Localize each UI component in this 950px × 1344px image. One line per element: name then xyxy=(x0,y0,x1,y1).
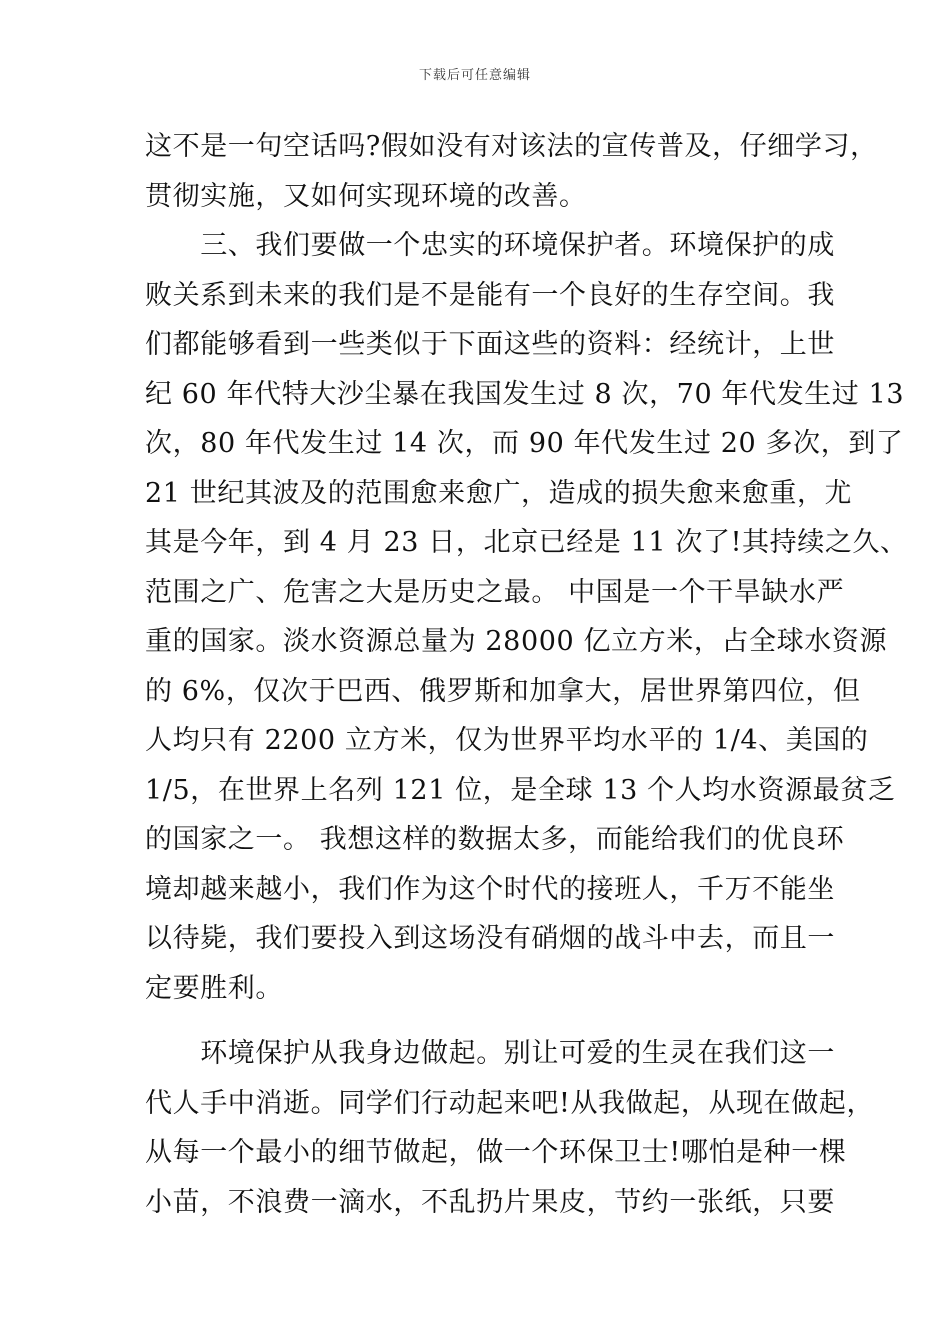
paragraph xyxy=(145,1029,875,1227)
paragraph xyxy=(145,122,878,221)
text-line: 败关系到未来的我们是不是能有一个良好的生存空间。我 xyxy=(145,279,835,311)
text-line: 1/5，在世界上名列 121 位，是全球 13 个人均水资源最贫乏 xyxy=(145,774,896,806)
text-line: 范围之广、危害之大是历史之最。 中国是一个干旱缺水严 xyxy=(145,576,845,608)
document-body xyxy=(145,122,908,1227)
text-line: 纪 60 年代特大沙尘暴在我国发生过 8 次，70 年代发生过 13 xyxy=(145,378,905,410)
text-line: 次，80 年代发生过 14 次，而 90 年代发生过 20 多次，到了 xyxy=(145,428,904,459)
text-line: 环境保护从我身边做起。别让可爱的生灵在我们这一 xyxy=(145,1038,835,1069)
paragraph-gap xyxy=(145,1013,815,1029)
text-line: 贯彻实施，又如何实现环境的改善。 xyxy=(145,180,587,212)
page-header: 下载后可任意编辑 xyxy=(418,68,531,83)
text-line: 的国家之一。 我想这样的数据太多，而能给我们的优良环 xyxy=(145,824,845,855)
text-line: 境却越来越小，我们作为这个时代的接班人，千万不能坐 xyxy=(145,873,835,905)
paragraph xyxy=(145,221,908,1013)
text-line: 代人手中消逝。同学们行动起来吧!从我做起，从现在做起， xyxy=(145,1087,875,1119)
text-line: 三、我们要做一个忠实的环境保护者。环境保护的成 xyxy=(145,230,835,261)
text-line: 这不是一句空话吗?假如没有对该法的宣传普及，仔细学习， xyxy=(145,131,878,162)
text-line: 从每一个最小的细节做起，做一个环保卫士!哪怕是种一棵 xyxy=(145,1137,847,1168)
text-line: 们都能够看到一些类似于下面这些的资料：经统计，上世 xyxy=(145,329,835,360)
text-line: 其是今年，到 4 月 23 日，北京已经是 11 次了!其持续之久、 xyxy=(145,527,908,558)
text-line: 21 世纪其波及的范围愈来愈广，造成的损失愈来愈重，尤 xyxy=(145,477,853,509)
text-line: 的 6%，仅次于巴西、俄罗斯和加拿大，居世界第四位，但 xyxy=(145,675,861,707)
text-line: 以待毙，我们要投入到这场没有硝烟的战斗中去，而且一 xyxy=(145,923,835,954)
text-line: 人均只有 2200 立方米，仅为世界平均水平的 1/4、美国的 xyxy=(145,725,869,756)
text-line: 定要胜利。 xyxy=(145,972,283,1004)
text-line: 小苗，不浪费一滴水，不乱扔片果皮，节约一张纸，只要 xyxy=(145,1186,835,1218)
text-line: 重的国家。淡水资源总量为 28000 亿立方米，占全球水资源 xyxy=(145,626,888,657)
